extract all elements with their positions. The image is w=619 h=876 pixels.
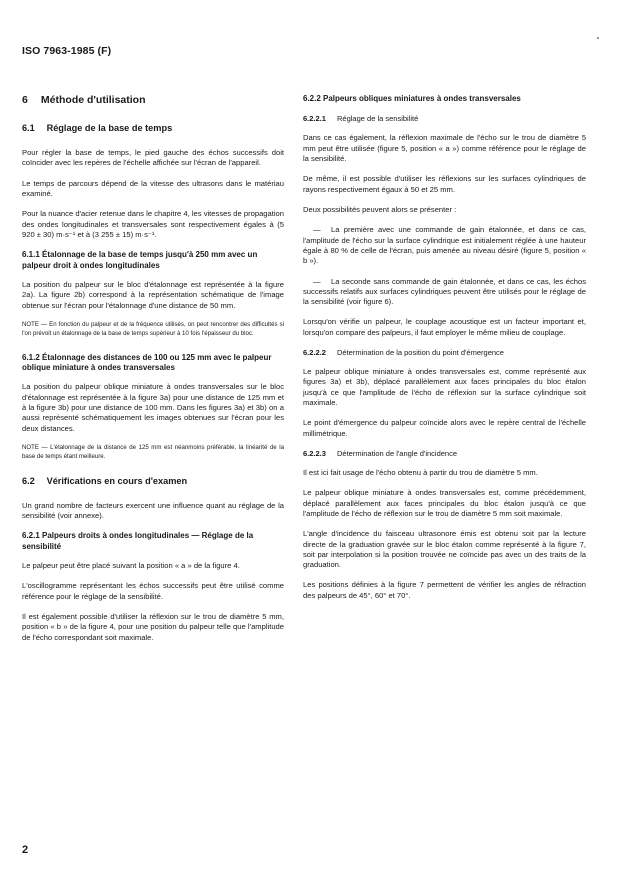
section-6-2-2-heading: 6.2.2 Palpeurs obliques miniatures à ondes transversales xyxy=(303,94,521,103)
section-6-1-2-heading: 6.1.2 Étalonnage des distances de 100 ou 125 mm avec le palpeur oblique miniature à ondes transversales xyxy=(22,352,272,372)
paragraph: Dans ce cas également, la réflexion maximale de l'écho sur le trou de diamètre 5 mm peut être utilisée (figure 5, position « a ») comme référence pour le réglage de la sensibilité. xyxy=(303,133,586,164)
list-item: — La seconde sans commande de gain étalonnée, et dans ce cas, les échos successifs relatifs aux surfaces cylindriques peuvent être utilisés pour le réglage de la sensibilité (voir figure 6). xyxy=(303,276,586,307)
section-6-2-heading: 6.2 Vérifications en cours d'examen xyxy=(22,475,188,486)
paragraph: Le palpeur peut être placé suivant la position « a » de la figure 4. xyxy=(22,560,240,570)
paragraph: Lorsqu'on vérifie un palpeur, le couplage acoustique est un facteur important et, lorsqu'on compare des palpeurs, il faut employer le même milieu de couplage. xyxy=(303,317,586,337)
section-6-2-2-1-heading: 6.2.2.1 Réglage de la sensibilité xyxy=(303,114,419,124)
paragraph: L'angle d'incidence du faisceau ultrasonore émis est obtenu soit par la lecture directe de la graduation gravée sur le bloc étalon comme représenté à la figure 7, soit par interpolation si la position trouvée ne coïncide pas avec un des traits de la graduation. xyxy=(303,529,586,570)
right-column xyxy=(303,94,586,611)
section-6-heading: 6 Méthode d'utilisation xyxy=(22,94,146,106)
dash-bullet: — xyxy=(313,276,321,286)
section-6-2-2-2-heading: 6.2.2.2 Détermination de la position du point d'émergence xyxy=(303,348,504,358)
paragraph: Pour régler la base de temps, le pied gauche des échos successifs doit coïncider avec les repères de l'échelle affichée sur l'écran de l'appareil. xyxy=(22,148,284,168)
paragraph: Le point d'émergence du palpeur coïncide alors avec le repère central de l'échelle millimétrique. xyxy=(303,418,586,438)
scan-mark xyxy=(597,37,599,39)
paragraph: Le palpeur oblique miniature à ondes transversales est, comme représenté aux figures 3a) et 3b), déplacé parallèlement aux faces principales du bloc étalon jusqu'à ce que l'amplitude de l'écho de réflexion sur la surface cylindrique soit maximale. xyxy=(303,367,586,408)
list-item: — La première avec une commande de gain étalonnée, et dans ce cas, l'amplitude de l'écho sur la surface cylindrique est initialement réglée à une hauteur égale à 80 % de celle de l'écran, puis amenée au niveau désiré (figure 5, position « b »). xyxy=(303,225,586,266)
page-header: ISO 7963-1985 (F) xyxy=(22,45,112,57)
paragraph: Pour la nuance d'acier retenue dans le chapitre 4, les vitesses de propagation des ondes longitudinales et transversales sont respectivement égales à (5 920 ± 30) m·s⁻¹ et à (3 255 ± 15) m·s⁻¹. xyxy=(22,209,284,239)
paragraph: Les positions définies à la figure 7 permettent de vérifier les angles de réfraction des palpeurs de 45°, 60° et 70°. xyxy=(303,580,586,600)
page-number: 2 xyxy=(22,844,29,856)
paragraph: Le palpeur oblique miniature à ondes transversales est, comme précédemment, déplacé parallèlement aux faces principales du bloc étalon jusqu'à ce que l'amplitude de l'écho de réflexion sur le trou de diamètre 5 mm soit maximale. xyxy=(303,488,586,518)
note: NOTE — L'étalonnage de la distance de 125 mm est néanmoins préférable, la linéarité de la base de temps étant meilleure. xyxy=(22,443,284,460)
paragraph: Le temps de parcours dépend de la vitesse des ultrasons dans le matériau examiné. xyxy=(22,178,284,198)
paragraph: Un grand nombre de facteurs exercent une influence quant au réglage de la sensibilité (voir annexe). xyxy=(22,500,284,520)
paragraph: La position du palpeur oblique miniature à ondes transversales sur le bloc d'étalonnage est représentée à la figure 3a) pour une distance de 125 mm et à la figure 3b) pour une distance de 100 mm. Dans les figures 3a) et 3b) on a aussi représenté schématiquement les images obtenues sur l'écran pour les deux distances. xyxy=(22,382,284,433)
section-6-1-1-heading: 6.1.1 Étalonnage de la base de temps jusqu'à 250 mm avec un palpeur droit à ondes longitudinales xyxy=(22,250,258,270)
section-6-2-1-heading: 6.2.1 Palpeurs droits à ondes longitudinales — Réglage de la sensibilité xyxy=(22,531,254,551)
note: NOTE — En fonction du palpeur et de la fréquence utilisés, on peut rencontrer des difficultés si l'on prévoit un étalonnage de la base de temps supérieur à 10 fois l'épaisseur du bloc. xyxy=(22,320,284,337)
paragraph: Deux possibilités peuvent alors se présenter : xyxy=(303,204,457,214)
section-6-1-heading: 6.1 Réglage de la base de temps xyxy=(22,123,173,133)
paragraph: Il est ici fait usage de l'écho obtenu à partir du trou de diamètre 5 mm. xyxy=(303,467,538,477)
paragraph: De même, il est possible d'utiliser les réflexions sur les surfaces cylindriques de rayons respectivement égaux à 50 et 25 mm. xyxy=(303,174,586,194)
left-column xyxy=(22,94,284,653)
paragraph: L'oscillogramme représentant les échos successifs peut être utilisé comme référence pour le réglage de la sensibilité. xyxy=(22,581,284,601)
paragraph: Il est également possible d'utiliser la réflexion sur le trou de diamètre 5 mm, position « b » de la figure 4, pour une position du palpeur telle que l'amplitude de l'écho correspondant soit maximale. xyxy=(22,611,284,642)
section-6-2-2-3-heading: 6.2.2.3 Détermination de l'angle d'incidence xyxy=(303,448,458,458)
paragraph: La position du palpeur sur le bloc d'étalonnage est représentée à la figure 2a). La figure 2b) correspond à la représentation schématique de l'image obtenue sur l'écran pour l'étalonnage d'une distance de 50 mm. xyxy=(22,279,284,310)
dash-bullet: — xyxy=(313,225,321,235)
